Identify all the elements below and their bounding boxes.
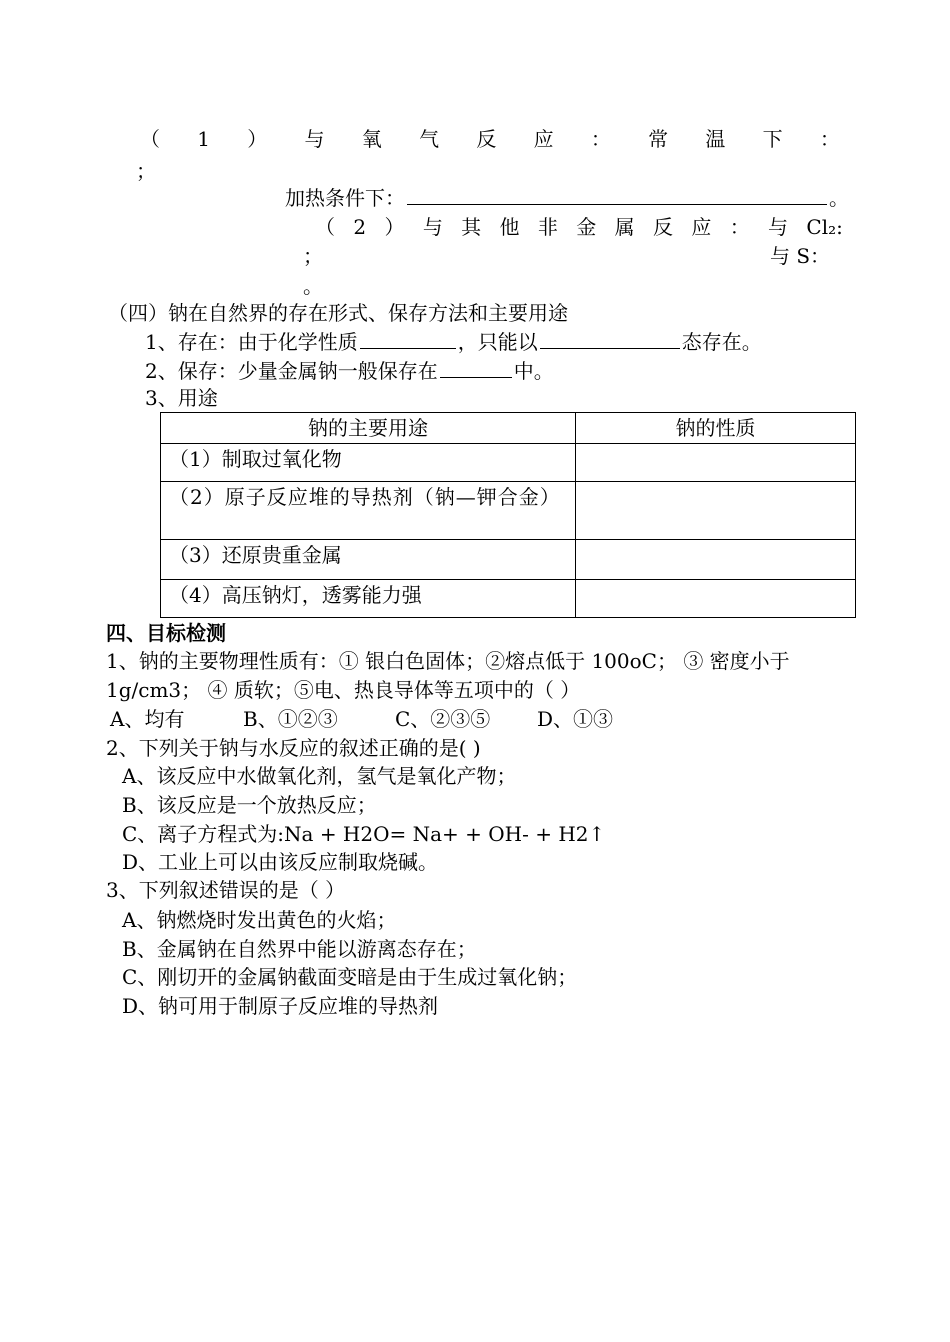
storage-blank[interactable] xyxy=(440,357,512,378)
table-cell-property[interactable] xyxy=(576,482,856,540)
q1-line1: 1、钠的主要物理性质有：① 银白色固体；②熔点低于 100oC； ③ 密度小于 xyxy=(106,649,790,673)
table-row xyxy=(161,540,856,580)
existence-property-blank[interactable] xyxy=(360,328,456,349)
table-cell-property[interactable] xyxy=(576,540,856,580)
q2-stem: 2、下列关于钠与水反应的叙述正确的是( ) xyxy=(106,736,481,760)
table-row xyxy=(161,482,856,540)
table-cell-property[interactable] xyxy=(576,444,856,482)
table-cell-use: （1）制取过氧化物 xyxy=(161,444,576,482)
q1-line2: 1g/cm3； ④ 质软；⑤电、热良导体等五项中的（ ） xyxy=(106,678,581,702)
q2-option-d[interactable]: D、工业上可以由该反应制取烧碱。 xyxy=(122,850,439,874)
q2-option-b[interactable]: B、该反应是一个放热反应； xyxy=(122,793,377,817)
q2-option-a[interactable]: A、该反应中水做氧化剂，氢气是氧化产物； xyxy=(122,764,517,788)
heat-condition-blank[interactable] xyxy=(407,184,827,205)
uses-table xyxy=(160,412,856,618)
item1-line: （ 1 ） 与 氧 气 反 应 ： 常 温 下 ： xyxy=(140,127,840,151)
item2-line: （ 2 ） 与 其 他 非 金 属 反 应 ： 与 Cl₂: xyxy=(315,215,843,239)
table-cell-use: （2）原子反应堆的导热剂（钠—钾合金） xyxy=(161,482,576,540)
q3-option-d[interactable]: D、钠可用于制原子反应堆的导热剂 xyxy=(122,994,439,1018)
q1-option-d[interactable]: D、①③ xyxy=(537,707,614,731)
q1-option-b[interactable]: B、①②③ xyxy=(243,707,338,731)
table-cell-use: （4）高压钠灯，透雾能力强 xyxy=(161,580,576,618)
test-heading: 四、目标检测 xyxy=(106,621,226,645)
q3-option-a[interactable]: A、钠燃烧时发出黄色的火焰； xyxy=(122,908,397,932)
q1-options xyxy=(110,706,613,732)
q1-option-c[interactable]: C、②③⑤ xyxy=(395,707,491,731)
table-header-properties: 钠的性质 xyxy=(576,413,856,444)
table-cell-use: （3）还原贵重金属 xyxy=(161,540,576,580)
item1-semicolon: ； xyxy=(136,159,156,183)
table-row xyxy=(161,444,856,482)
existence-state-blank[interactable] xyxy=(540,328,680,349)
item2-with-s: 与 S： xyxy=(770,244,831,268)
q3-stem: 3、下列叙述错误的是（ ） xyxy=(106,878,346,902)
item2-semicolon: ； xyxy=(303,244,323,268)
q3-option-c[interactable]: C、刚切开的金属钠截面变暗是由于生成过氧化钠； xyxy=(122,965,578,989)
q1-option-a[interactable]: A、均有 xyxy=(110,707,185,731)
q3-option-b[interactable]: B、金属钠在自然界中能以游离态存在； xyxy=(122,937,477,961)
q2-option-c[interactable]: C、离子方程式为:Na + H2O= Na+ + OH- + H2↑ xyxy=(122,822,606,846)
uses-label: 3、用途 xyxy=(145,386,218,410)
item2-end: 。 xyxy=(303,274,323,298)
section4-heading: （四）钠在自然界的存在形式、保存方法和主要用途 xyxy=(108,301,568,325)
existence-line: 1、存在：由于化学性质 ，只能以 态存在。 xyxy=(145,330,762,354)
table-row xyxy=(161,580,856,618)
heat-condition-label: 加热条件下： xyxy=(285,186,405,210)
storage-line: 2、保存：少量金属钠一般保存在 中。 xyxy=(145,359,554,383)
heat-condition-line: 加热条件下： 。 xyxy=(285,186,849,210)
table-header-uses: 钠的主要用途 xyxy=(161,413,576,444)
table-cell-property[interactable] xyxy=(576,580,856,618)
table-header-row xyxy=(161,413,856,444)
